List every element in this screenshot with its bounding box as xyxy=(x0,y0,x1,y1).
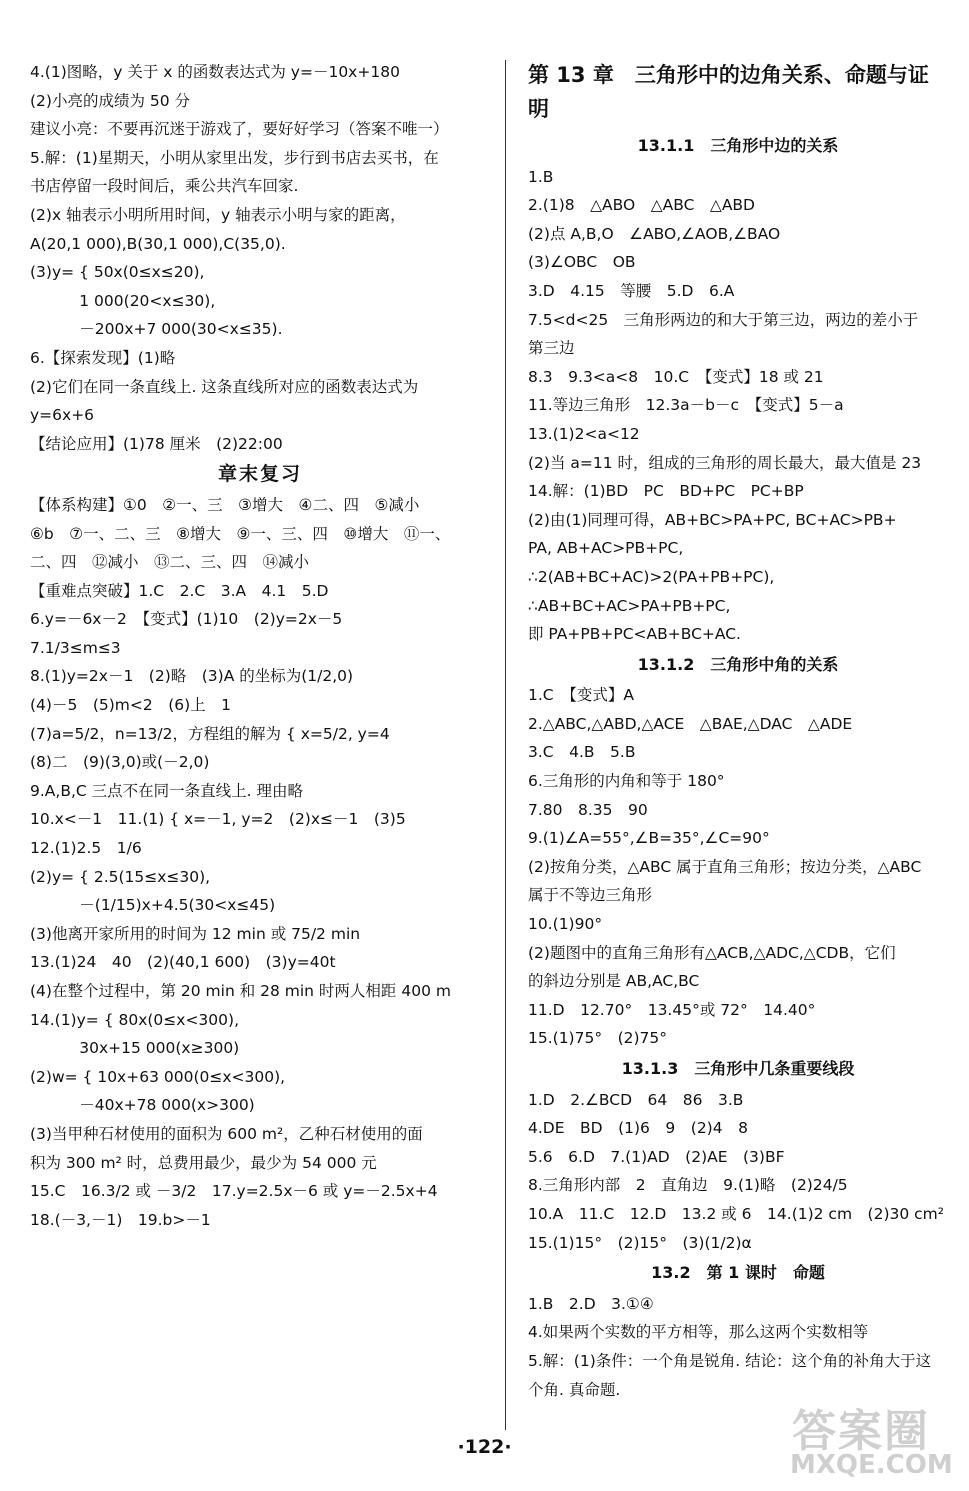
answer-line: 【结论应用】(1)78 厘米 (2)22:00 xyxy=(30,434,283,453)
answer-line: y=6x+6 xyxy=(30,406,95,425)
answer-line: 12.(1)2.5 1/6 xyxy=(30,839,142,858)
section-title: 13.1.1 三角形中边的关系 xyxy=(637,136,839,155)
page-number: ·122· xyxy=(457,1436,512,1458)
answer-line: (2)由(1)同理可得，AB+BC>PA+PC, BC+AC>PB+ xyxy=(528,510,897,529)
answer-line: (2)x 轴表示小明所用时间，y 轴表示小明与家的距离， xyxy=(30,205,406,224)
answer-line: 11.D 12.70° 13.45°或 72° 14.40° xyxy=(528,1000,816,1019)
answer-line: PA, AB+AC>PB+PC, xyxy=(528,539,684,558)
answer-line: 14.(1)y= { 80x(0≤x<300), xyxy=(30,1010,239,1029)
answer-line: 书店停留一段时间后，乘公共汽车回家. xyxy=(30,177,299,196)
section-title: 13.1.2 三角形中角的关系 xyxy=(637,654,839,674)
answer-line: 的斜边分别是 AB,AC,BC xyxy=(528,972,700,991)
answer-line: 10.(1)90° xyxy=(528,915,603,934)
answer-line: 5.解：(1)条件：一个角是锐角. 结论：这个角的补角大于这 xyxy=(528,1351,932,1370)
section-title: 13.1.3 三角形中几条重要线段 xyxy=(621,1059,855,1078)
answer-line: (2)y= { 2.5(15≤x≤30), xyxy=(30,867,211,886)
answer-line: 第三边 xyxy=(528,339,575,358)
answer-line: ∴AB+BC+AC>PA+PB+PC, xyxy=(528,596,731,615)
answer-line: 6.y=－6x－2 【变式】(1)10 (2)y=2x－5 xyxy=(30,610,343,629)
answer-line: 个角. 真命题. xyxy=(528,1380,621,1399)
answer-line: 积为 300 m² 时，总费用最少，最少为 54 000 元 xyxy=(30,1153,377,1172)
answer-line: 即 PA+PB+PC<AB+BC+AC. xyxy=(528,625,741,644)
answer-line: 7.80 8.35 90 xyxy=(528,800,648,819)
answer-line: (4)－5 (5)m<2 (6)上 1 xyxy=(30,696,232,715)
answer-line: 1.B xyxy=(528,167,554,186)
answer-line: A(20,1 000),B(30,1 000),C(35,0). xyxy=(30,234,286,253)
answer-line: ∴2(AB+BC+AC)>2(PA+PB+PC), xyxy=(528,567,775,586)
answer-line: －(1/15)x+4.5(30<x≤45) xyxy=(30,896,276,915)
answer-line: (2)小亮的成绩为 50 分 xyxy=(30,91,191,110)
answer-line: 10.A 11.C 12.D 13.2 或 6 14.(1)2 cm (2)30 cm² xyxy=(528,1204,944,1223)
answer-line: (2)当 a=11 时，组成的三角形的周长最大，最大值是 23 xyxy=(528,453,922,472)
answer-line: 18.(－3,－1) 19.b>－1 xyxy=(30,1210,211,1229)
answer-line: (7)a=5/2，n=13/2，方程组的解为 { x=5/2, y=4 xyxy=(30,724,390,743)
answer-line: 4.DE BD (1)6 9 (2)4 8 xyxy=(528,1119,748,1138)
watermark-logo: 答案圈 xyxy=(792,1406,930,1457)
answer-line: 30x+15 000(x≥300) xyxy=(30,1039,240,1058)
answer-line: 建议小亮：不要再沉迷于游戏了，要好好学习（答案不唯一） xyxy=(30,120,449,139)
left-column xyxy=(30,58,490,1234)
chapter-title: 第 13 章 三角形中的边角关系、命题与证明 xyxy=(528,63,929,121)
answer-line: 3.D 4.15 等腰 5.D 6.A xyxy=(528,281,735,300)
answer-line: 属于不等边三角形 xyxy=(528,886,653,905)
answer-line: (3)当甲种石材使用的面积为 600 m²，乙种石材使用的面 xyxy=(30,1124,423,1143)
answer-line: 3.C 4.B 5.B xyxy=(528,743,636,762)
answer-line: 【重难点突破】1.C 2.C 3.A 4.1 5.D xyxy=(30,581,329,600)
right-column xyxy=(528,58,948,1404)
answer-line: 5.解：(1)星期天，小明从家里出发，步行到书店去买书，在 xyxy=(30,148,439,167)
answer-line: 15.C 16.3/2 或 －3/2 17.y=2.5x－6 或 y=－2.5x+4 xyxy=(30,1182,438,1201)
answer-line: (2)题图中的直角三角形有△ACB,△ADC,△CDB，它们 xyxy=(528,943,896,962)
answer-line: (3)他离开家所用的时间为 12 min 或 75/2 min xyxy=(30,924,361,943)
watermark-url: MXQE.COM xyxy=(790,1450,953,1480)
answer-line: 13.(1)24 40 (2)(40,1 600) (3)y=40t xyxy=(30,953,336,972)
answer-line: 13.(1)2<a<12 xyxy=(528,424,640,443)
section-title-review: 章末复习 xyxy=(217,463,302,486)
answer-line: 4.(1)图略，y 关于 x 的函数表达式为 y=－10x+180 xyxy=(30,63,400,81)
answer-line: 1.B 2.D 3.①④ xyxy=(528,1294,654,1313)
answer-line: (3)y= { 50x(0≤x≤20), xyxy=(30,263,205,282)
answer-line: 4.如果两个实数的平方相等，那么这两个实数相等 xyxy=(528,1323,869,1342)
answer-line: －200x+7 000(30<x≤35). xyxy=(30,320,283,339)
answer-line: 8.(1)y=2x－1 (2)略 (3)A 的坐标为(1/2,0) xyxy=(30,667,354,686)
section-title: 13.2 第 1 课时 命题 xyxy=(651,1263,825,1283)
answer-line: (3)∠OBC OB xyxy=(528,253,636,272)
answer-line: (4)在整个过程中，第 20 min 和 28 min 时两人相距 400 m xyxy=(30,982,451,1000)
answer-line: 1.C 【变式】A xyxy=(528,686,634,705)
answer-line: 11.等边三角形 12.3a－b－c 【变式】5－a xyxy=(528,396,844,415)
answer-line: (8)二 (9)(3,0)或(－2,0) xyxy=(30,753,210,772)
answer-line: 2.(1)8 △ABO △ABC △ABD xyxy=(528,196,755,215)
answer-line: 8.三角形内部 2 直角边 9.(1)略 (2)24/5 xyxy=(528,1176,848,1195)
answer-line: (2)w= { 10x+63 000(0≤x<300), xyxy=(30,1067,286,1086)
answer-line: (2)点 A,B,O ∠ABO,∠AOB,∠BAO xyxy=(528,224,781,243)
answer-line: －40x+78 000(x>300) xyxy=(30,1096,255,1115)
answer-line: ⑥b ⑦一、二、三 ⑧增大 ⑨一、三、四 ⑩增大 ⑪一、 xyxy=(30,524,451,543)
answer-line: 2.△ABC,△ABD,△ACE △BAE,△DAC △ADE xyxy=(528,714,853,733)
answer-line: 15.(1)15° (2)15° (3)(1/2)α xyxy=(528,1233,752,1252)
answer-line: 5.6 6.D 7.(1)AD (2)AE (3)BF xyxy=(528,1147,785,1166)
answer-line: 15.(1)75° (2)75° xyxy=(528,1029,668,1048)
answer-line: 9.A,B,C 三点不在同一条直线上. 理由略 xyxy=(30,781,303,800)
answer-line: (2)按角分类，△ABC 属于直角三角形；按边分类，△ABC xyxy=(528,857,922,876)
answer-line: 8.3 9.3<a<8 10.C 【变式】18 或 21 xyxy=(528,367,824,386)
answer-line: 6.三角形的内角和等于 180° xyxy=(528,772,725,791)
answer-line: 10.x<－1 11.(1) { x=－1, y=2 (2)x≤－1 (3)5 xyxy=(30,810,406,829)
answer-line: 6.【探索发现】(1)略 xyxy=(30,348,176,367)
answer-line: 9.(1)∠A=55°,∠B=35°,∠C=90° xyxy=(528,829,770,848)
answer-line: 【体系构建】①0 ②一、三 ③增大 ④二、四 ⑤减小 xyxy=(30,495,420,514)
answer-line: 1.D 2.∠BCD 64 86 3.B xyxy=(528,1090,744,1109)
answer-line: 1 000(20<x≤30), xyxy=(30,291,216,310)
answer-line: 二、四 ⑫减小 ⑬二、三、四 ⑭减小 xyxy=(30,553,310,572)
answer-line: 14.解：(1)BD PC BD+PC PC+BP xyxy=(528,482,804,501)
answer-line: 7.1/3≤m≤3 xyxy=(30,638,121,657)
answer-line: (2)它们在同一条直线上. 这条直线所对应的函数表达式为 xyxy=(30,377,419,396)
answer-line: 7.5<d<25 三角形两边的和大于第三边，两边的差小于 xyxy=(528,310,919,329)
column-divider xyxy=(505,60,506,1430)
